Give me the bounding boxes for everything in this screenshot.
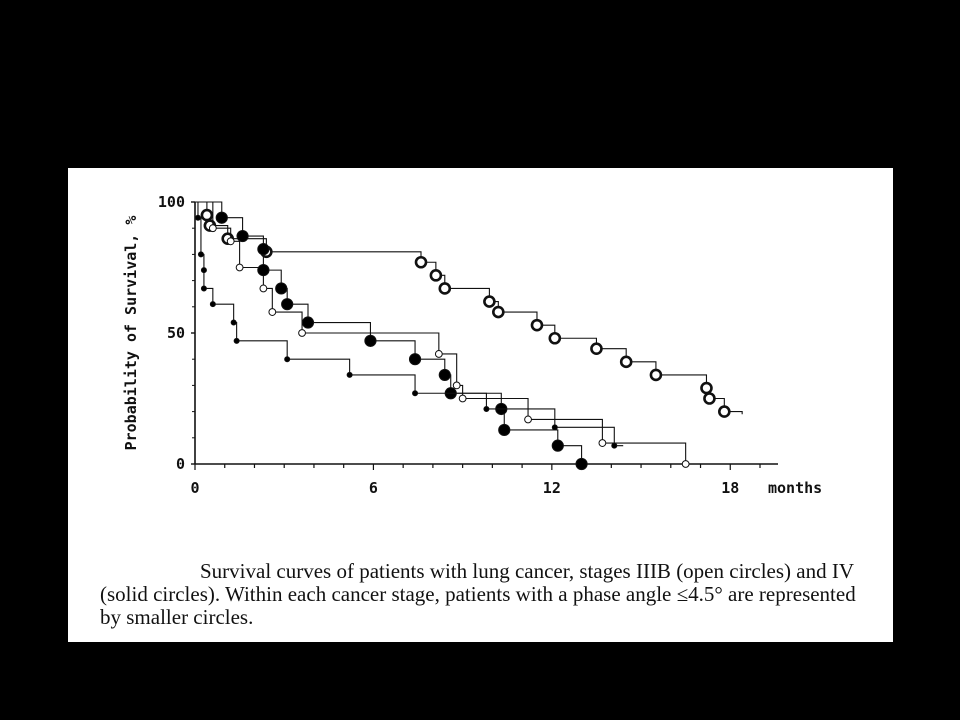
- censor-marker-open-large: [532, 320, 542, 330]
- censor-marker-solid-large: [499, 424, 510, 435]
- censor-marker-open-large: [701, 383, 711, 393]
- censor-marker-open-small: [435, 351, 442, 358]
- chart-axes: [191, 202, 778, 470]
- censor-marker-solid-large: [276, 283, 287, 294]
- series-solid-large: [195, 202, 587, 470]
- censor-marker-solid-small: [412, 391, 417, 396]
- censor-marker-open-small: [236, 264, 243, 271]
- chart-series: [195, 202, 742, 470]
- censor-marker-open-small: [682, 461, 689, 468]
- series-open-large: [195, 202, 742, 417]
- censor-marker-solid-small: [484, 406, 489, 411]
- censor-marker-solid-small: [201, 286, 206, 291]
- figure-panel: [68, 168, 893, 642]
- x-tick-label: 18: [721, 479, 740, 497]
- figure-caption: Survival curves of patients with lung cancer, stages IIIB (open circles) and IV (solid circles). Within each cancer stage, patients with a phase angle ≤4.5° are represented by smaller circles.: [100, 559, 856, 629]
- censor-marker-open-small: [269, 309, 276, 316]
- censor-marker-open-large: [431, 270, 441, 280]
- x-tick-label: 6: [368, 479, 378, 497]
- censor-marker-open-large: [550, 333, 560, 343]
- censor-marker-solid-small: [552, 425, 557, 430]
- censor-marker-solid-large: [552, 440, 563, 451]
- survival-step-line: [195, 202, 742, 414]
- survival-step-line: [195, 202, 686, 464]
- censor-marker-open-large: [202, 210, 212, 220]
- censor-marker-solid-large: [576, 458, 587, 469]
- censor-marker-open-small: [459, 395, 466, 402]
- censor-marker-solid-large: [258, 265, 269, 276]
- censor-marker-open-large: [621, 357, 631, 367]
- censor-marker-open-small: [525, 416, 532, 423]
- censor-marker-open-large: [440, 283, 450, 293]
- censor-marker-solid-large: [258, 244, 269, 255]
- censor-marker-solid-small: [201, 268, 206, 273]
- censor-marker-open-large: [416, 257, 426, 267]
- censor-marker-open-large: [719, 407, 729, 417]
- censor-marker-solid-small: [210, 302, 215, 307]
- censor-marker-open-large: [704, 394, 714, 404]
- censor-marker-open-small: [299, 330, 306, 337]
- censor-marker-open-small: [453, 382, 460, 389]
- series-open-small: [195, 202, 689, 467]
- x-tick-label: 0: [190, 479, 200, 497]
- censor-marker-open-large: [651, 370, 661, 380]
- censor-marker-solid-large: [409, 354, 420, 365]
- y-axis-title: Probability of Survival, %: [122, 215, 140, 451]
- y-tick-label: 100: [157, 193, 185, 211]
- x-tick-label: 12: [542, 479, 561, 497]
- censor-marker-open-small: [227, 238, 234, 245]
- survival-chart: [68, 168, 893, 558]
- censor-marker-open-small: [260, 285, 267, 292]
- censor-marker-open-small: [209, 225, 216, 232]
- censor-marker-solid-small: [231, 320, 236, 325]
- censor-marker-solid-large: [237, 230, 248, 241]
- y-tick-label: 0: [175, 455, 185, 473]
- censor-marker-open-large: [484, 297, 494, 307]
- censor-marker-solid-small: [198, 252, 203, 257]
- censor-marker-solid-large: [365, 335, 376, 346]
- censor-marker-solid-small: [195, 215, 200, 220]
- censor-marker-open-large: [493, 307, 503, 317]
- censor-marker-open-large: [591, 344, 601, 354]
- censor-marker-solid-large: [302, 317, 313, 328]
- censor-marker-solid-large: [216, 212, 227, 223]
- censor-marker-solid-small: [347, 372, 352, 377]
- censor-marker-solid-small: [612, 443, 617, 448]
- censor-marker-solid-small: [285, 357, 290, 362]
- censor-marker-solid-large: [282, 299, 293, 310]
- x-axis-unit-label: months: [768, 479, 823, 497]
- censor-marker-solid-large: [439, 369, 450, 380]
- censor-marker-open-small: [599, 440, 606, 447]
- y-tick-label: 50: [166, 324, 185, 342]
- censor-marker-solid-small: [234, 338, 239, 343]
